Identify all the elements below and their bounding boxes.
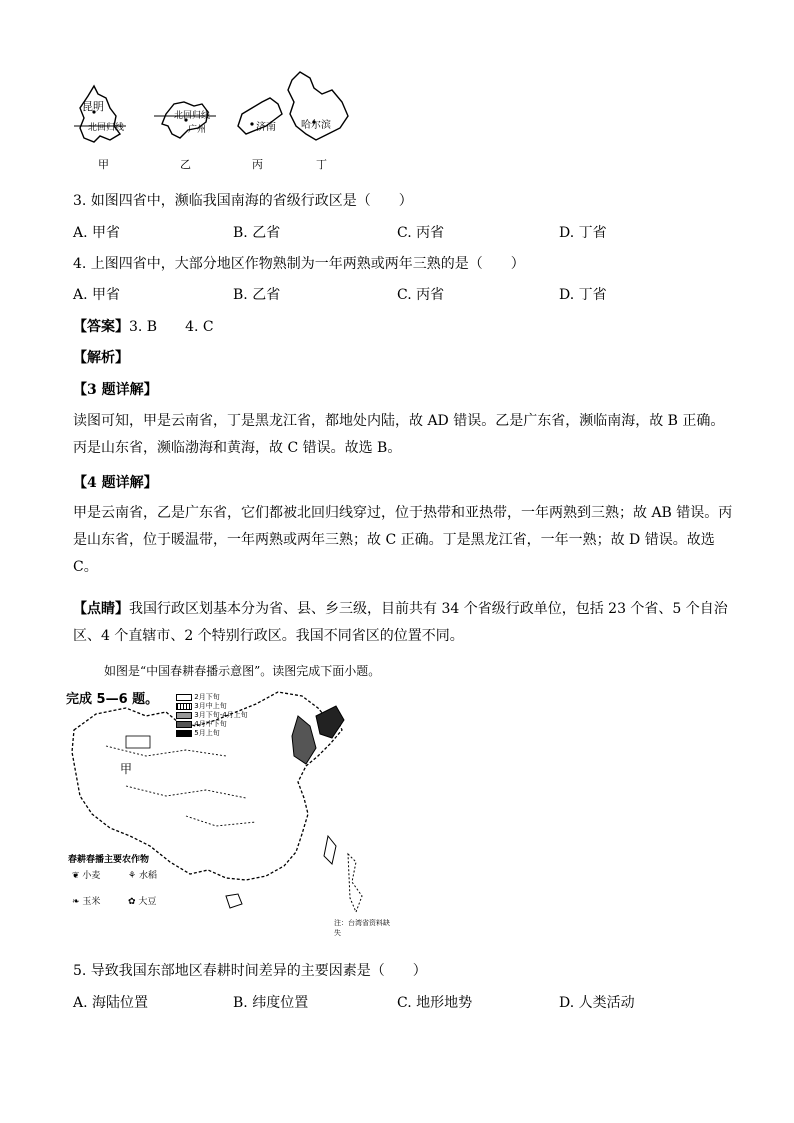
- label-yi: 乙: [180, 158, 191, 171]
- wheat-icon: ❦: [72, 871, 80, 881]
- tip-text: 我国行政区划基本分为省、县、乡三级，目前共有 34 个省级行政单位，包括 23 个省、5 个自治区、4 个直辖市、2 个特别行政区。我国不同省区的位置不同。: [73, 601, 728, 644]
- city-harbin: 哈尔滨: [301, 120, 331, 131]
- label-bing: 丙: [252, 158, 263, 171]
- answer-value: 3. B 4. C: [129, 319, 214, 335]
- legend-row: 3月中上旬: [176, 701, 248, 710]
- q3-option-d: D. 丁省: [559, 225, 607, 241]
- tip-label: 【点睛】: [73, 601, 129, 617]
- legend-row: 4月中下旬: [176, 719, 248, 728]
- q3-option-a: A. 甲省: [73, 225, 121, 241]
- detail4-title: 【4 题详解】: [73, 475, 158, 491]
- city-jinan: 济南: [256, 122, 276, 133]
- q5-option-b: B. 纬度位置: [233, 995, 309, 1011]
- q4-stem: 4. 上图四省中，大部分地区作物熟制为一年两熟或两年三熟的是（ ）: [73, 256, 525, 272]
- answer-line: [73, 316, 214, 338]
- q4-option-a: A. 甲省: [73, 287, 121, 303]
- crop-wheat: ❦ 小麦: [72, 871, 101, 881]
- detail3-title: 【3 题详解】: [73, 382, 158, 398]
- analysis-label: 【解析】: [73, 350, 129, 366]
- province-figure: [70, 68, 370, 176]
- province-jia-outline: [80, 86, 120, 142]
- city-kunming: 昆明: [82, 100, 104, 113]
- tropic-label-jia: 北回归线: [88, 123, 125, 133]
- legend-row: 5月上旬: [176, 728, 248, 737]
- answer-label: 【答案】: [73, 319, 129, 335]
- crop-title: 春耕春播主要农作物: [68, 855, 150, 865]
- q5-stem: 5. 导致我国东部地区春耕时间差异的主要因素是（ ）: [73, 963, 427, 979]
- q5-option-a: A. 海陆位置: [73, 995, 149, 1011]
- q4-option-d: D. 丁省: [559, 287, 607, 303]
- crop-corn: ❧ 玉米: [72, 897, 101, 907]
- map-intro: 如图是“中国春耕春播示意图”。读图完成下面小题。: [104, 664, 381, 678]
- q5-option-d: D. 人类活动: [559, 995, 635, 1011]
- crop-soybean: ✿ 大豆: [128, 897, 157, 907]
- soybean-icon: ✿: [128, 897, 136, 907]
- map-legend: [176, 692, 248, 737]
- rice-icon: ⚘: [128, 871, 137, 881]
- legend-row: 3月下旬-4月上旬: [176, 710, 248, 719]
- tropic-label-yi: 北回归线: [174, 111, 211, 121]
- corn-icon: ❧: [72, 897, 80, 907]
- q4-option-b: B. 乙省: [233, 287, 281, 303]
- label-ding: 丁: [316, 158, 327, 171]
- q5-option-c: C. 地形地势: [397, 995, 473, 1011]
- spring-plough-map: [66, 686, 396, 937]
- q3-stem: 3. 如图四省中，濒临我国南海的省级行政区是（ ）: [73, 193, 413, 209]
- label-jia: 甲: [98, 158, 109, 171]
- city-guangzhou: 广州: [188, 125, 207, 135]
- tip-paragraph: [73, 596, 733, 650]
- map-region-jia: 甲: [120, 762, 133, 776]
- legend-row: 2月下旬: [176, 692, 248, 701]
- crop-rice: ⚘ 水稻: [128, 871, 157, 881]
- q3-option-c: C. 丙省: [397, 225, 445, 241]
- map-note: 注：台湾省资料缺失: [334, 919, 390, 937]
- q3-option-b: B. 乙省: [233, 225, 281, 241]
- map-corner-text: 完成 5—6 题。: [66, 692, 159, 707]
- detail3-text: 读图可知，甲是云南省，丁是黑龙江省，都地处内陆，故 AD 错误。乙是广东省，濒临南海，故 B 正确。丙是山东省，濒临渤海和黄海，故 C 错误。故选 B。: [73, 413, 725, 456]
- q4-option-c: C. 丙省: [397, 287, 445, 303]
- detail4-text: 甲是云南省，乙是广东省，它们都被北回归线穿过，位于热带和亚热带，一年两熟到三熟；故 AB 错误。丙是山东省，位于暖温带，一年两熟或两年三熟；故 C 正确。丁是黑龙江省，一年一熟；故 D 错误。故选 C。: [73, 505, 733, 575]
